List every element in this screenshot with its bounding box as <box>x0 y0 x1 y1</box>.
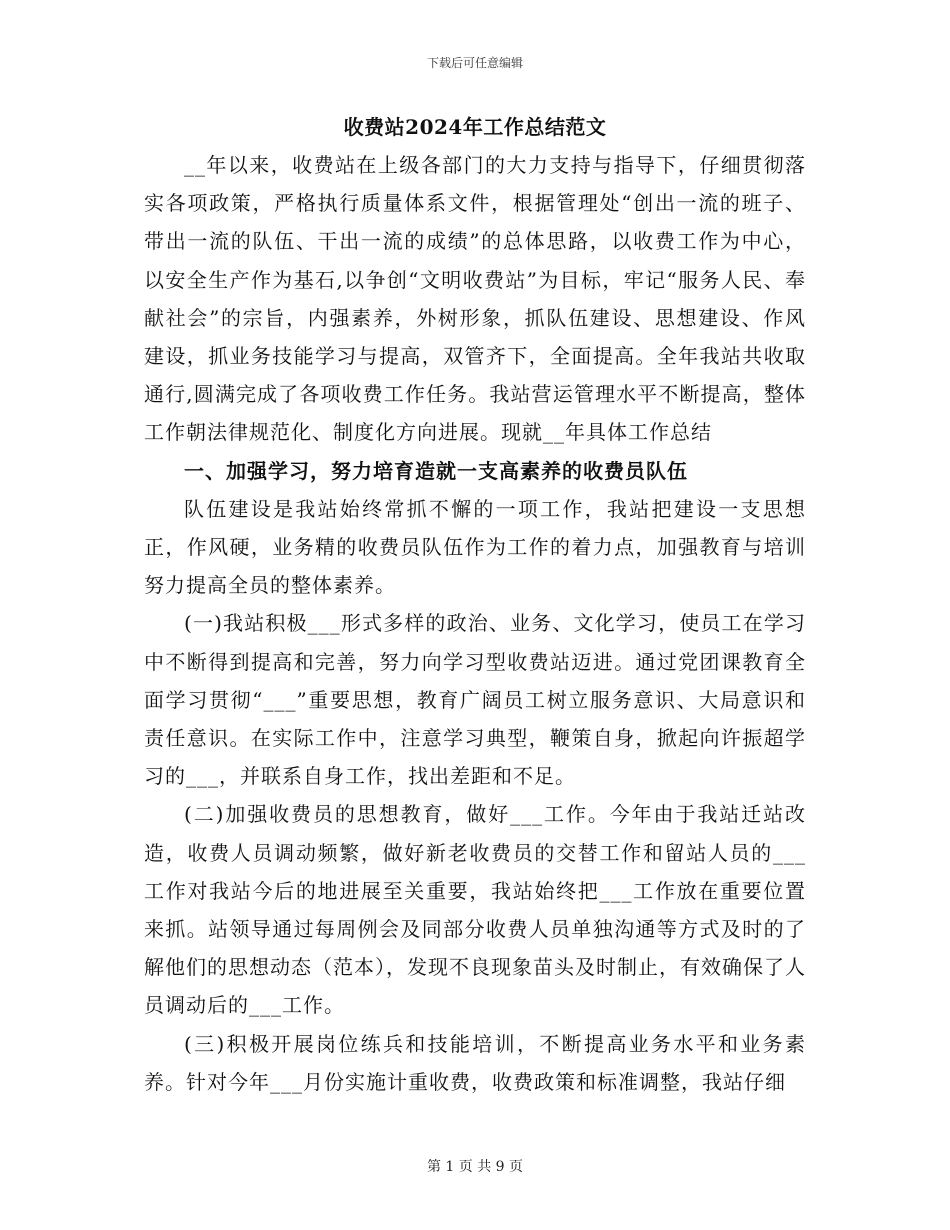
body-paragraph: (二)加强收费员的思想教育，做好___工作。今年由于我站迁站改造，收费人员调动频繁，做好新老收费员的交替工作和留站人员的___工作对我站今后的地进展至关重要，我站始终把___工作放在重要位置来抓。站领导通过每周例会及同部分收费人员单独沟通等方式及时的了解他们的思想动态（范本），发现不良现象苗头及时制止，有效确保了人员调动后的___工作。 <box>144 802 806 1018</box>
body-paragraph: (三)积极开展岗位练兵和技能培训，不断提高业务水平和业务素养。针对今年___月份实施计重收费，收费政策和标准调整，我站仔细 <box>144 1031 806 1094</box>
body-paragraph: 队伍建设是我站始终常抓不懈的一项工作，我站把建设一支思想正，作风硬，业务精的收费员队伍作为工作的着力点，加强教育与培训努力提高全员的整体素养。 <box>144 496 806 598</box>
document-body <box>144 112 806 1101</box>
section-heading: 一、加强学习，努力培育造就一支高素养的收费员队伍 <box>184 458 688 483</box>
page-header-note: 下载后可任意编辑 <box>426 56 523 70</box>
body-paragraph: (一)我站积极___形式多样的政治、业务、文化学习，使员工在学习中不断得到提高和完善，努力向学习型收费站迈进。通过党团课教育全面学习贯彻“___”重要思想，教育广阔员工树立服务意识、大局意识和责任意识。在实际工作中，注意学习典型，鞭策自身，掀起向许振超学习的___，并联系自身工作，找出差距和不足。 <box>144 611 806 789</box>
page-number: 第 1 页 共 9 页 <box>426 1159 524 1175</box>
document-title: 收费站2024年工作总结范文 <box>343 115 607 139</box>
intro-paragraph: __年以来，收费站在上级各部门的大力支持与指导下，仔细贯彻落实各项政策，严格执行质量体系文件，根据管理处“创出一流的班子、带出一流的队伍、干出一流的成绩”的总体思路，以收费工作为中心，以安全生产作为基石,以争创“文明收费站”为目标，牢记“服务人民、奉献社会”的宗旨，内强素养，外树形象，抓队伍建设、思想建设、作风建设，抓业务技能学习与提高，双管齐下，全面提高。全年我站共收取通行,圆满完成了各项收费工作任务。我站营运管理水平不断提高，整体工作朝法律规范化、制度化方向进展。现就__年具体工作总结 <box>144 153 806 445</box>
